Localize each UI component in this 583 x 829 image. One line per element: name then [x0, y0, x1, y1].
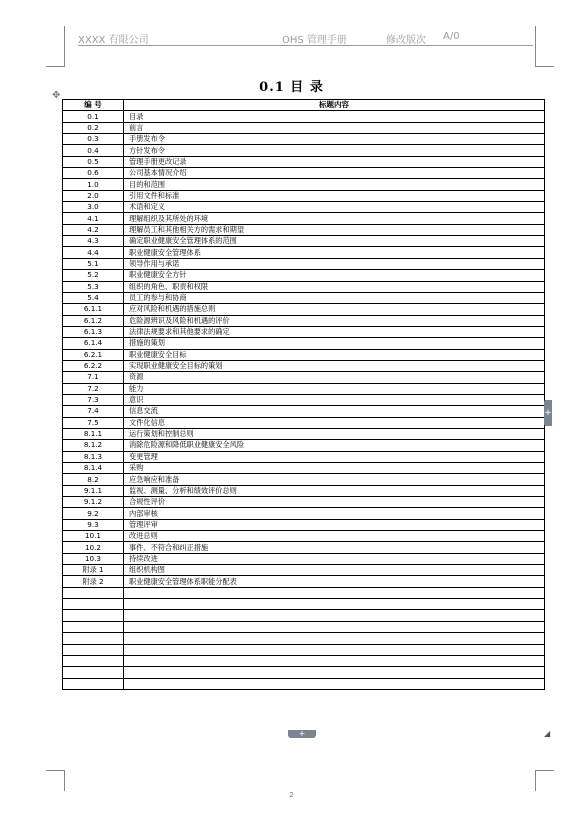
crop-mark-top-right	[535, 26, 554, 67]
row-title[interactable]	[124, 678, 545, 689]
table-row	[63, 168, 545, 179]
row-title[interactable]: 目的和范围	[124, 179, 545, 190]
row-title[interactable]: 改进总则	[124, 531, 545, 542]
table-row	[63, 190, 545, 201]
table-row	[63, 156, 545, 167]
table-row	[63, 440, 545, 451]
table-row	[63, 406, 545, 417]
column-header-title: 标题内容	[124, 100, 545, 111]
row-number[interactable]: 8.2	[63, 474, 124, 485]
row-title[interactable]: 前言	[124, 122, 545, 133]
row-title[interactable]: 消除危险源和降低职业健康安全风险	[124, 440, 545, 451]
row-number[interactable]: 9.1.1	[63, 485, 124, 496]
row-title[interactable]: 组织的角色、职责和权限	[124, 281, 545, 292]
row-title[interactable]: 管理评审	[124, 519, 545, 530]
row-title[interactable]	[124, 621, 545, 632]
row-title[interactable]: 职业健康安全管理体系职能分配表	[124, 576, 545, 587]
table-row	[63, 236, 545, 247]
row-number[interactable]: 2.0	[63, 190, 124, 201]
row-number[interactable]	[63, 587, 124, 598]
table-row	[63, 179, 545, 190]
row-number[interactable]: 7.2	[63, 383, 124, 394]
row-number[interactable]	[63, 667, 124, 678]
row-number[interactable]: 6.1.2	[63, 315, 124, 326]
row-title[interactable]: 运行策划和控制总则	[124, 428, 545, 439]
table-row	[63, 270, 545, 281]
row-number[interactable]: 8.1.1	[63, 428, 124, 439]
row-title[interactable]: 员工的参与和协商	[124, 292, 545, 303]
row-title[interactable]: 手册发布令	[124, 134, 545, 145]
row-title[interactable]: 公司基本情况介绍	[124, 168, 545, 179]
table-row	[63, 633, 545, 644]
row-title[interactable]: 应对风险和机遇的措施总则	[124, 304, 545, 315]
row-number[interactable]: 5.3	[63, 281, 124, 292]
crop-mark-top-left	[46, 26, 65, 67]
row-number[interactable]: 7.3	[63, 394, 124, 405]
table-row	[63, 542, 545, 553]
row-number[interactable]: 7.5	[63, 417, 124, 428]
row-number[interactable]: 6.1.1	[63, 304, 124, 315]
row-title[interactable]: 实现职业健康安全目标的策划	[124, 360, 545, 371]
table-row	[63, 349, 545, 360]
row-number[interactable]: 0.2	[63, 122, 124, 133]
row-title[interactable]: 职业健康安全目标	[124, 349, 545, 360]
row-number[interactable]: 8.1.2	[63, 440, 124, 451]
table-row	[63, 372, 545, 383]
row-number[interactable]: 5.4	[63, 292, 124, 303]
row-title[interactable]: 管理手册更改记录	[124, 156, 545, 167]
table-row	[63, 315, 545, 326]
row-number[interactable]: 0.1	[63, 111, 124, 122]
row-title[interactable]	[124, 667, 545, 678]
table-row	[63, 610, 545, 621]
row-title[interactable]: 职业健康安全管理体系	[124, 247, 545, 258]
page-number: 2	[289, 791, 294, 799]
row-title[interactable]: 持续改进	[124, 553, 545, 564]
row-title[interactable]: 领导作用与承诺	[124, 258, 545, 269]
row-number[interactable]: 4.4	[63, 247, 124, 258]
row-number[interactable]: 6.2.1	[63, 349, 124, 360]
row-number[interactable]: 7.1	[63, 372, 124, 383]
row-number[interactable]	[63, 644, 124, 655]
crop-mark-bottom-right	[535, 770, 554, 791]
header-revision-value: A/0	[443, 31, 460, 42]
row-number[interactable]: 0.4	[63, 145, 124, 156]
table-row	[63, 417, 545, 428]
table-row	[63, 134, 545, 145]
row-title[interactable]: 职业健康安全方针	[124, 270, 545, 281]
row-title[interactable]: 目录	[124, 111, 545, 122]
table-row	[63, 258, 545, 269]
crop-mark-bottom-left	[46, 770, 65, 791]
row-title[interactable]	[124, 599, 545, 610]
row-number[interactable]: 7.4	[63, 406, 124, 417]
table-row	[63, 565, 545, 576]
row-number[interactable]: 10.1	[63, 531, 124, 542]
row-title[interactable]	[124, 610, 545, 621]
row-title[interactable]: 监视、测量、分析和绩效评价总则	[124, 485, 545, 496]
table-row	[63, 202, 545, 213]
row-title[interactable]	[124, 655, 545, 666]
row-number[interactable]: 10.2	[63, 542, 124, 553]
row-title[interactable]: 信息交流	[124, 406, 545, 417]
row-number[interactable]: 附录 2	[63, 576, 124, 587]
row-title[interactable]: 内部审核	[124, 508, 545, 519]
row-number[interactable]: 附录 1	[63, 565, 124, 576]
row-number[interactable]: 0.6	[63, 168, 124, 179]
table-row	[63, 145, 545, 156]
row-title[interactable]: 文件化信息	[124, 417, 545, 428]
plus-icon[interactable]: +	[544, 400, 552, 426]
row-number[interactable]: 9.3	[63, 519, 124, 530]
table-row	[63, 360, 545, 371]
row-title[interactable]: 引用文件和标准	[124, 190, 545, 201]
table-row	[63, 599, 545, 610]
table-row	[63, 304, 545, 315]
table-row	[63, 508, 545, 519]
table-row	[63, 667, 545, 678]
table-row	[63, 644, 545, 655]
toc-body	[63, 111, 545, 690]
table-row	[63, 428, 545, 439]
row-number[interactable]	[63, 655, 124, 666]
row-number[interactable]	[63, 621, 124, 632]
table-row	[63, 463, 545, 474]
row-title[interactable]: 变更管理	[124, 451, 545, 462]
row-title[interactable]: 方针发布令	[124, 145, 545, 156]
table-row	[63, 531, 545, 542]
row-number[interactable]	[63, 633, 124, 644]
page-header	[78, 31, 533, 46]
row-number[interactable]: 4.1	[63, 213, 124, 224]
table-row	[63, 678, 545, 689]
table-row	[63, 553, 545, 564]
row-number[interactable]: 5.1	[63, 258, 124, 269]
row-title[interactable]	[124, 587, 545, 598]
row-title[interactable]	[124, 633, 545, 644]
row-title[interactable]: 事件、不符合和纠正措施	[124, 542, 545, 553]
table-row	[63, 326, 545, 337]
row-number[interactable]: 6.1.4	[63, 338, 124, 349]
row-number[interactable]: 6.1.3	[63, 326, 124, 337]
row-title[interactable]: 应急响应和准备	[124, 474, 545, 485]
row-number[interactable]: 10.3	[63, 553, 124, 564]
row-number[interactable]	[63, 599, 124, 610]
row-title[interactable]: 采购	[124, 463, 545, 474]
table-row	[63, 587, 545, 598]
table-row	[63, 122, 545, 133]
row-title[interactable]: 理解组织及其所处的环境	[124, 213, 545, 224]
table-row	[63, 497, 545, 508]
header-company: XXXX 有限公司	[78, 35, 149, 46]
row-number[interactable]	[63, 610, 124, 621]
row-number[interactable]: 4.3	[63, 236, 124, 247]
row-number[interactable]: 9.2	[63, 508, 124, 519]
move-icon[interactable]: ✥	[52, 90, 61, 101]
column-header-number: 编 号	[63, 100, 124, 111]
row-title[interactable]	[124, 644, 545, 655]
table-row	[63, 394, 545, 405]
table-row	[63, 621, 545, 632]
table-row	[63, 451, 545, 462]
row-number[interactable]: 0.5	[63, 156, 124, 167]
row-title[interactable]: 术语和定义	[124, 202, 545, 213]
row-title[interactable]: 法律法规要求和其他要求的确定	[124, 326, 545, 337]
table-row	[63, 655, 545, 666]
table-row	[63, 247, 545, 258]
table-row	[63, 281, 545, 292]
row-title[interactable]: 措施的策划	[124, 338, 545, 349]
table-row	[63, 213, 545, 224]
row-title[interactable]: 危险源辨识及风险和机遇的评价	[124, 315, 545, 326]
row-title[interactable]: 能力	[124, 383, 545, 394]
table-row	[63, 292, 545, 303]
table-row	[63, 576, 545, 587]
table-header-row	[63, 100, 545, 111]
row-number[interactable]	[63, 678, 124, 689]
table-row	[63, 383, 545, 394]
row-number[interactable]: 0.3	[63, 134, 124, 145]
row-number[interactable]: 5.2	[63, 270, 124, 281]
row-number[interactable]: 9.1.2	[63, 497, 124, 508]
row-title[interactable]: 组织机构图	[124, 565, 545, 576]
table-row	[63, 474, 545, 485]
table-row	[63, 485, 545, 496]
table-row	[63, 224, 545, 235]
row-number[interactable]: 6.2.2	[63, 360, 124, 371]
row-number[interactable]: 4.2	[63, 224, 124, 235]
row-number[interactable]: 8.1.3	[63, 451, 124, 462]
row-title[interactable]: 资源	[124, 372, 545, 383]
row-title[interactable]: 理解员工和其他相关方的需求和期望	[124, 224, 545, 235]
row-number[interactable]: 3.0	[63, 202, 124, 213]
row-number[interactable]: 1.0	[63, 179, 124, 190]
resize-icon[interactable]: ◢	[544, 729, 551, 738]
row-title[interactable]: 确定职业健康安全管理体系的范围	[124, 236, 545, 247]
header-manual-name: OHS 管理手册	[282, 35, 347, 46]
table-row	[63, 519, 545, 530]
plus-icon[interactable]: +	[288, 730, 316, 738]
row-number[interactable]: 8.1.4	[63, 463, 124, 474]
table-row	[63, 338, 545, 349]
header-revision-label: 修改版次	[386, 35, 426, 46]
table-row	[63, 111, 545, 122]
toc-table	[62, 99, 545, 690]
row-title[interactable]: 合规性评价	[124, 497, 545, 508]
page-title: 0.1 目 录	[259, 80, 324, 95]
row-title[interactable]: 意识	[124, 394, 545, 405]
